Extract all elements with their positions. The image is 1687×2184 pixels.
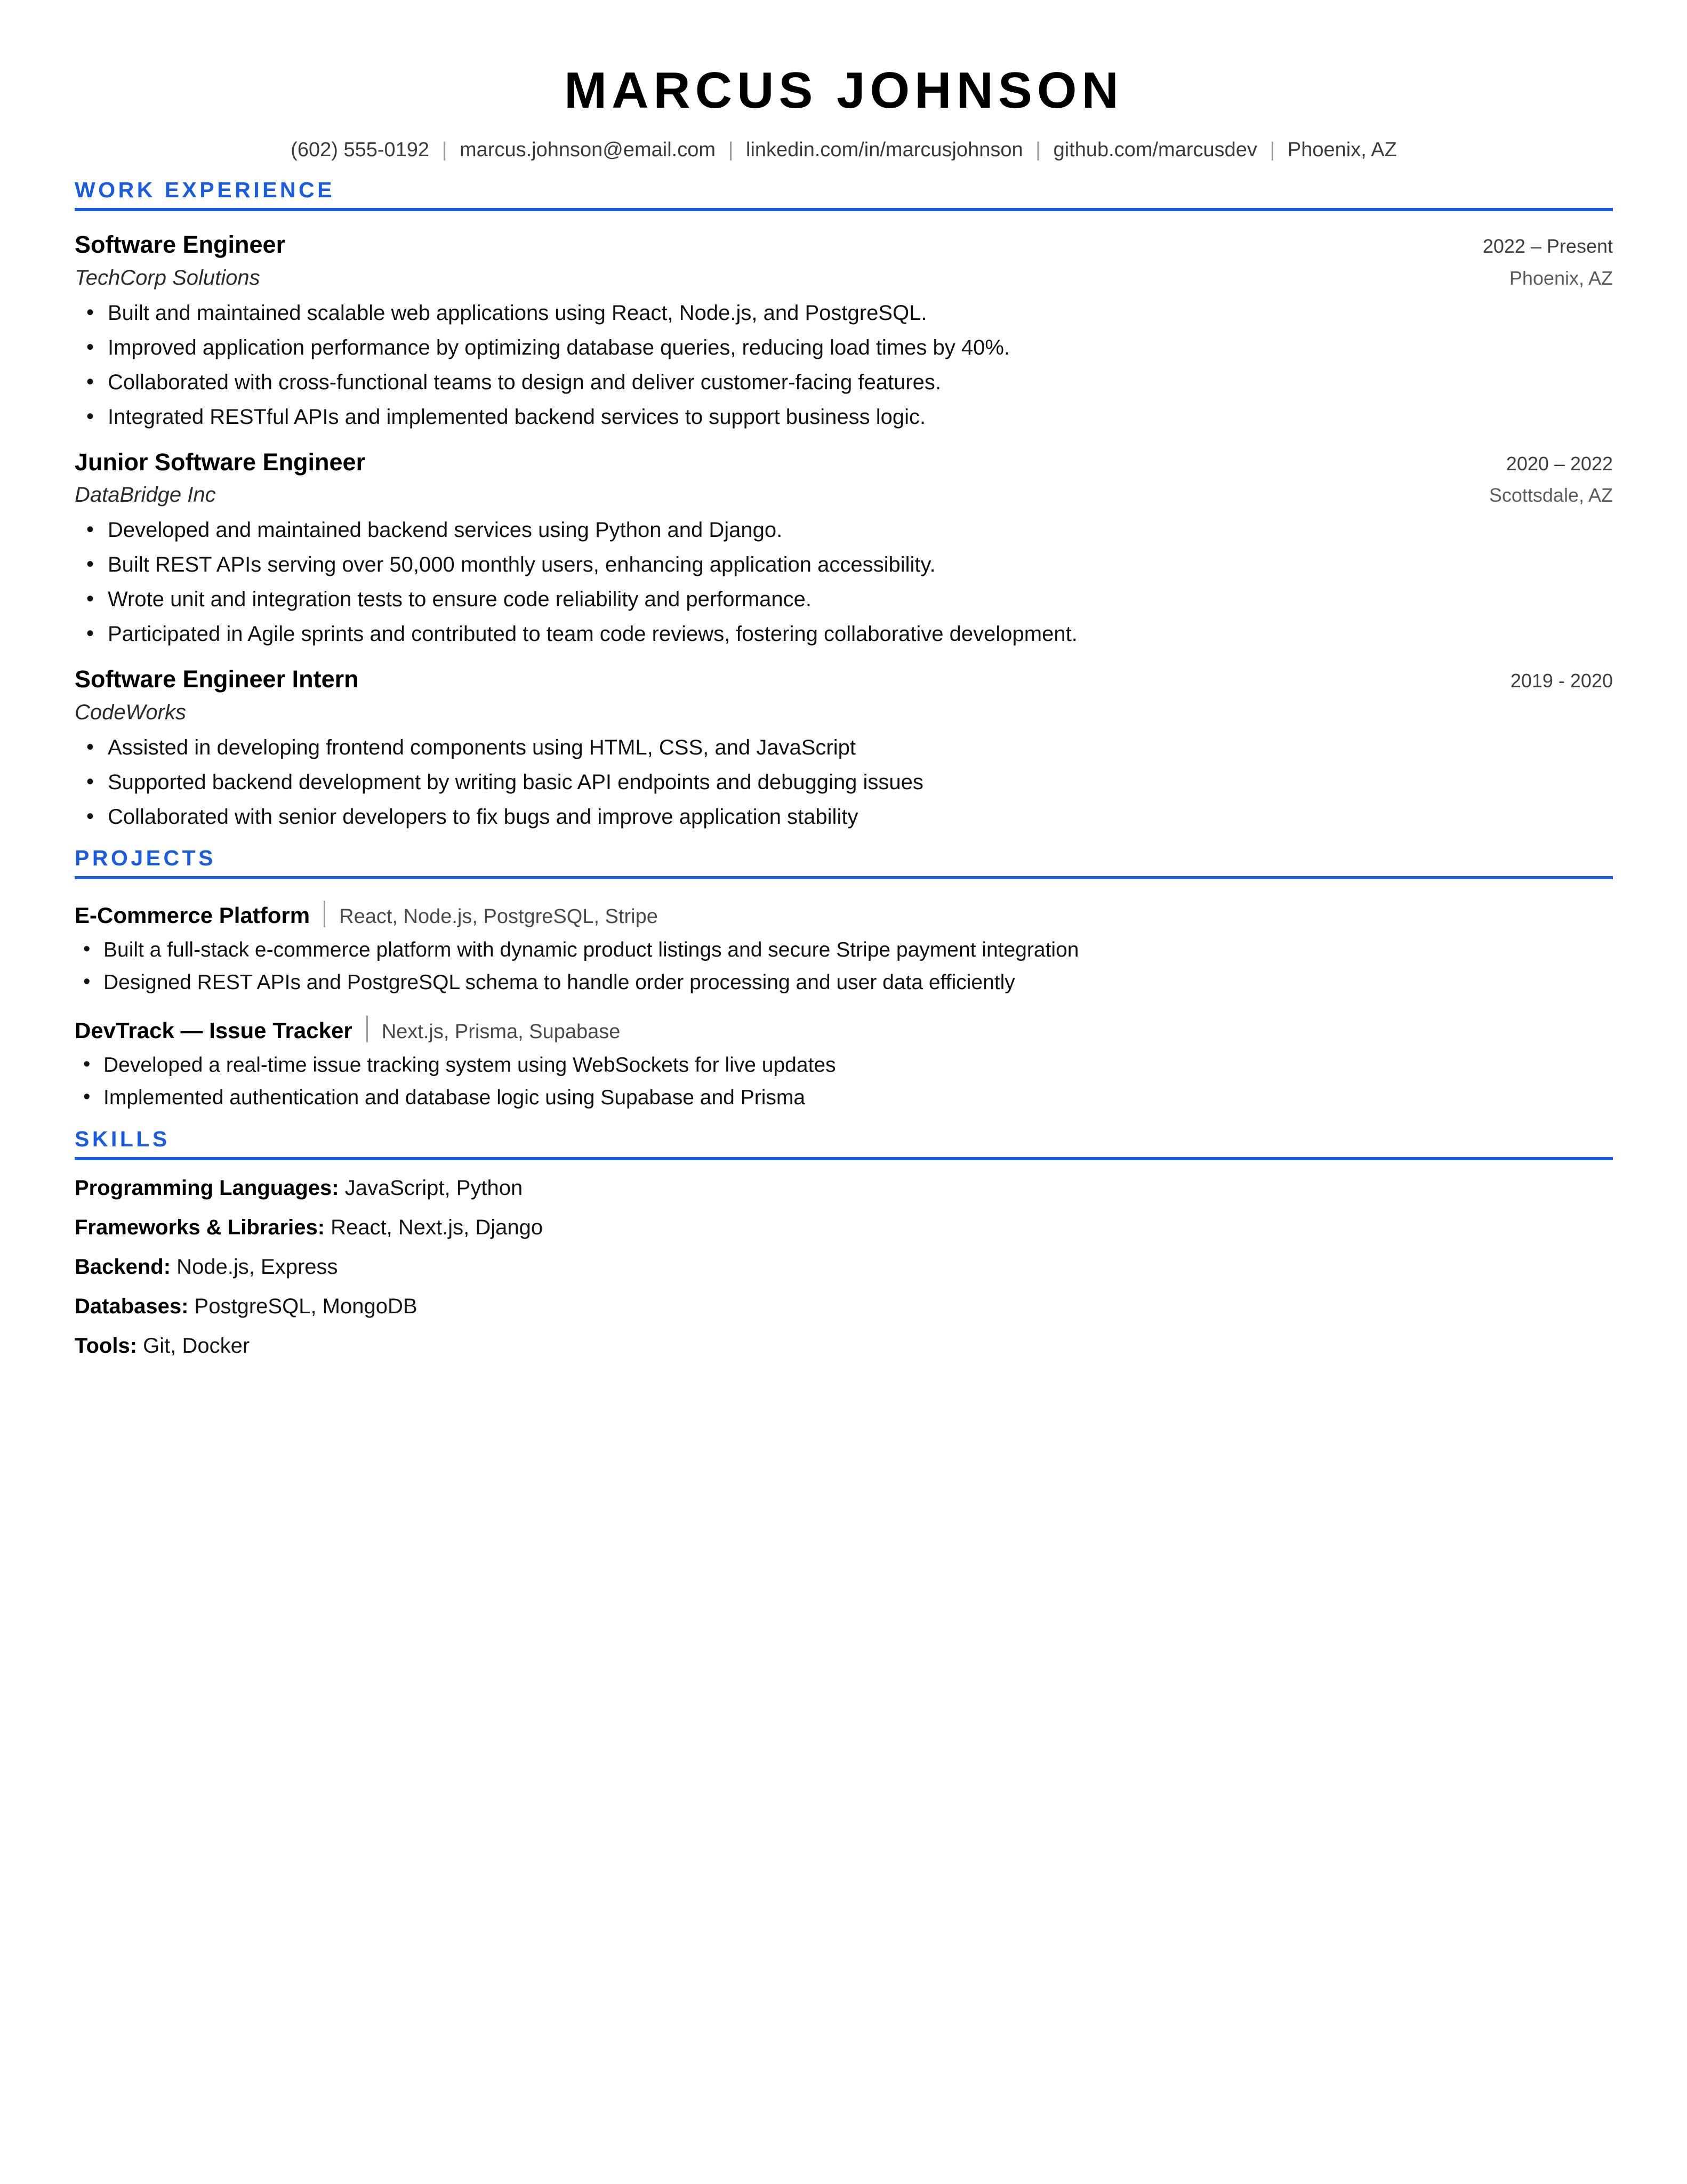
skill-value: Node.js, Express	[171, 1255, 338, 1279]
list-item: • Participated in Agile sprints and contributed to team code reviews, fostering collaborative development.	[75, 620, 1613, 648]
section-rule-work-experience	[75, 208, 1613, 211]
experience-bullet-list	[75, 734, 1613, 831]
list-item: • Built REST APIs serving over 50,000 monthly users, enhancing application accessibility.	[75, 551, 1613, 579]
section-rule-skills	[75, 1157, 1613, 1160]
skill-label: Programming Languages:	[75, 1176, 339, 1200]
company-name: TechCorp Solutions	[75, 266, 260, 290]
project-tech-stack: React, Node.js, PostgreSQL, Stripe	[339, 905, 658, 928]
contact-line	[75, 138, 1613, 163]
contact-separator-1: |	[441, 138, 447, 161]
section-work-experience	[75, 178, 1613, 831]
experience-company-row	[75, 698, 1613, 726]
list-item: • Assisted in developing frontend components using HTML, CSS, and JavaScript	[75, 734, 1613, 761]
project-bullet-list	[75, 937, 1613, 997]
list-item: • Supported backend development by writing basic API endpoints and debugging issues	[75, 768, 1613, 796]
list-item: • Built and maintained scalable web applications using React, Node.js, and PostgreSQL.	[75, 299, 1613, 327]
job-title: Junior Software Engineer	[75, 448, 366, 476]
candidate-name: MARCUS JOHNSON	[564, 62, 1123, 119]
list-item: • Collaborated with senior developers to fix bugs and improve application stability	[75, 803, 1613, 831]
resume-sheet	[75, 0, 1613, 1360]
experience-company-row	[75, 264, 1613, 292]
contact-email[interactable]: marcus.johnson@email.com	[460, 138, 716, 161]
skill-row	[75, 1292, 1613, 1320]
list-item: • Developed and maintained backend services using Python and Django.	[75, 516, 1613, 544]
project-tech-stack: Next.js, Prisma, Supabase	[381, 1020, 621, 1043]
project-name: DevTrack — Issue Tracker	[75, 1017, 352, 1043]
skill-row	[75, 1174, 1613, 1202]
skill-value: React, Next.js, Django	[325, 1216, 543, 1240]
project-header	[75, 1011, 1613, 1046]
job-title: Software Engineer Intern	[75, 665, 359, 693]
contact-separator-3: |	[1035, 138, 1041, 161]
list-item: • Integrated RESTful APIs and implemented backend services to support business logic.	[75, 403, 1613, 431]
section-title-projects: PROJECTS	[75, 845, 216, 870]
project-bullet-list	[75, 1052, 1613, 1112]
contact-github[interactable]: github.com/marcusdev	[1053, 138, 1257, 161]
section-skills	[75, 1127, 1613, 1360]
contact-phone: (602) 555-0192	[291, 138, 430, 161]
project-separator-icon	[324, 901, 325, 927]
project-separator-icon	[366, 1016, 368, 1042]
experience-title-row	[75, 664, 1613, 695]
skill-value: Git, Docker	[137, 1334, 250, 1358]
section-projects	[75, 846, 1613, 1112]
list-item: • Built a full-stack e-commerce platform with dynamic product listings and secure Stripe payment integration	[75, 937, 1613, 964]
skill-label: Backend:	[75, 1255, 171, 1279]
skill-label: Frameworks & Libraries:	[75, 1216, 325, 1240]
project-header	[75, 896, 1613, 930]
list-item: • Implemented authentication and database logic using Supabase and Prisma	[75, 1085, 1613, 1112]
experience-entry	[75, 447, 1613, 648]
job-title: Software Engineer	[75, 231, 286, 259]
job-date: 2022 – Present	[1482, 235, 1613, 258]
skill-row	[75, 1332, 1613, 1360]
contact-linkedin[interactable]: linkedin.com/in/marcusjohnson	[746, 138, 1023, 161]
skill-row	[75, 1253, 1613, 1281]
section-title-work-experience: WORK EXPERIENCE	[75, 178, 335, 203]
experience-title-row	[75, 447, 1613, 478]
project-name: E-Commerce Platform	[75, 902, 310, 928]
experience-entry	[75, 229, 1613, 431]
section-title-skills: SKILLS	[75, 1126, 170, 1151]
list-item: • Improved application performance by optimizing database queries, reducing load times by 40%.	[75, 334, 1613, 362]
list-item: • Designed REST APIs and PostgreSQL schema to handle order processing and user data efficiently	[75, 969, 1613, 997]
job-date: 2020 – 2022	[1506, 452, 1613, 475]
list-item: • Collaborated with cross-functional teams to design and deliver customer-facing features.	[75, 368, 1613, 396]
experience-bullet-list	[75, 299, 1613, 431]
contact-separator-2: |	[728, 138, 734, 161]
experience-bullet-list	[75, 516, 1613, 648]
company-name: CodeWorks	[75, 700, 186, 724]
skill-value: JavaScript, Python	[339, 1176, 523, 1200]
skills-list	[75, 1174, 1613, 1360]
contact-location: Phoenix, AZ	[1287, 138, 1397, 161]
experience-title-row	[75, 229, 1613, 261]
job-location: Scottsdale, AZ	[1489, 484, 1613, 507]
contact-separator-4: |	[1270, 138, 1275, 161]
skill-row	[75, 1214, 1613, 1241]
skill-value: PostgreSQL, MongoDB	[188, 1295, 417, 1319]
skill-label: Tools:	[75, 1334, 138, 1358]
project-entry	[75, 896, 1613, 997]
section-rule-projects	[75, 876, 1613, 879]
job-location: Phoenix, AZ	[1509, 267, 1613, 289]
skill-label: Databases:	[75, 1295, 189, 1319]
experience-entry	[75, 664, 1613, 831]
project-entry	[75, 1011, 1613, 1112]
job-date: 2019 - 2020	[1510, 670, 1613, 692]
list-item: • Wrote unit and integration tests to ensure code reliability and performance.	[75, 585, 1613, 613]
list-item: • Developed a real-time issue tracking system using WebSockets for live updates	[75, 1052, 1613, 1079]
experience-company-row	[75, 481, 1613, 509]
company-name: DataBridge Inc	[75, 483, 216, 507]
